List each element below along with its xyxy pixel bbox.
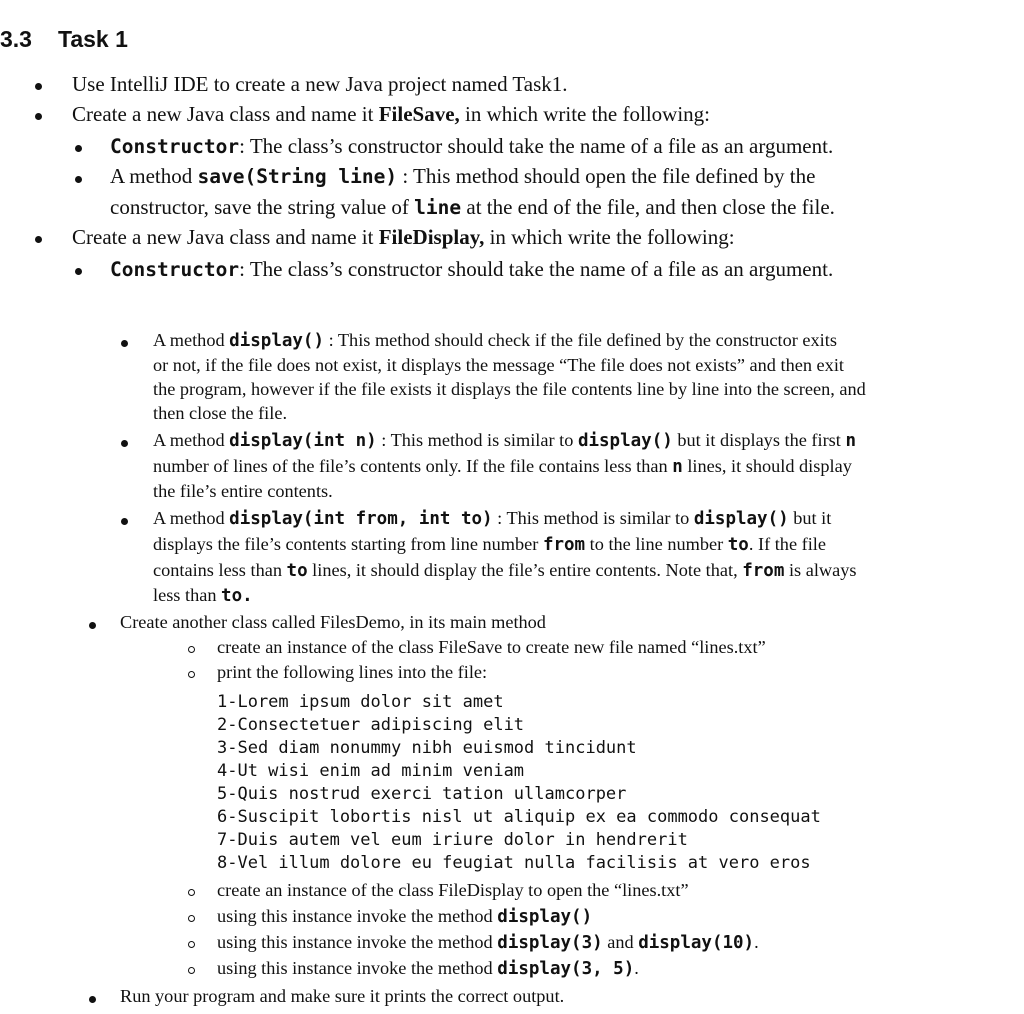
display-n-method: A method display(int n) : This method is similar to display() but it displays the first n: [153, 430, 856, 451]
display-n-method-line2: number of lines of the file’s contents only. If the file contains less than n lines, it should display: [153, 456, 852, 477]
bullet-icon: [121, 518, 128, 525]
code-line: 1-Lorem ipsum dolor sit amet: [217, 692, 504, 712]
bullet-icon: [121, 440, 128, 447]
filesave-save-method: A method save(String line) : This method should open the file defined by the: [110, 164, 816, 188]
code-line: 7-Duis autem vel eum iriure dolor in hendrerit: [217, 830, 688, 850]
demo-step-print-lines: print the following lines into the file:: [217, 662, 488, 682]
filedisplay-constructor: Constructor: The class’s constructor should take the name of a file as an argument.: [110, 257, 834, 281]
filesdemo-heading: Create another class called FilesDemo, in its main method: [120, 612, 546, 632]
demo-step-invoke-display-n: using this instance invoke the method display(3) and display(10).: [217, 932, 759, 953]
display-method: A method display() : This method should check if the file defined by the constructor exits: [153, 330, 837, 351]
bullet-icon: [75, 145, 82, 152]
display-method-line3: the program, however if the file exists it displays the file contents line by line into the screen, and: [153, 379, 866, 399]
bullet-icon: [121, 340, 128, 347]
display-method-line2: or not, if the file does not exist, it displays the message “The file does not exists” and then exit: [153, 355, 844, 375]
section-title: Task 1: [58, 26, 128, 52]
code-line: 4-Ut wisi enim ad minim veniam: [217, 761, 525, 781]
display-range-method-line3: contains less than to lines, it should display the file’s entire contents. Note that, from is always: [153, 560, 857, 581]
circle-bullet-icon: [188, 967, 195, 974]
circle-bullet-icon: [188, 941, 195, 948]
circle-bullet-icon: [188, 671, 195, 678]
bullet-filedisplay-class: Create a new Java class and name it FileDisplay, in which write the following:: [72, 225, 735, 249]
bullet-filesave-class: Create a new Java class and name it FileSave, in which write the following:: [72, 102, 711, 126]
section-heading: [0, 26, 128, 53]
demo-step-create-filedisplay: create an instance of the class FileDisplay to open the “lines.txt”: [217, 880, 689, 900]
bullet-create-project: Use IntelliJ IDE to create a new Java project named Task1.: [72, 72, 568, 96]
bullet-icon: [75, 268, 82, 275]
section-number: 3.3: [0, 26, 32, 52]
bullet-icon: [35, 83, 42, 90]
code-line: 6-Suscipit lobortis nisl ut aliquip ex ea commodo consequat: [217, 807, 821, 827]
code-line: 8-Vel illum dolore eu feugiat nulla facilisis at vero eros: [217, 853, 811, 873]
demo-step-invoke-display-range: using this instance invoke the method display(3, 5).: [217, 958, 639, 979]
circle-bullet-icon: [188, 915, 195, 922]
bullet-icon: [89, 622, 96, 629]
final-instruction: Run your program and make sure it prints the correct output.: [120, 986, 565, 1006]
filesave-constructor: Constructor: The class’s constructor should take the name of a file as an argument.: [110, 134, 834, 158]
display-n-method-line3: the file’s entire contents.: [153, 481, 333, 501]
code-line: 5-Quis nostrud exerci tation ullamcorper: [217, 784, 627, 804]
bullet-icon: [89, 996, 96, 1003]
bullet-icon: [75, 176, 82, 183]
code-line: 3-Sed diam nonummy nibh euismod tincidunt: [217, 738, 637, 758]
filesave-save-method-cont: constructor, save the string value of line at the end of the file, and then close the file.: [110, 195, 835, 219]
circle-bullet-icon: [188, 889, 195, 896]
display-method-line4: then close the file.: [153, 403, 288, 423]
display-range-method-line4: less than to.: [153, 585, 253, 606]
display-range-method-line2: displays the file’s contents starting from line number from to the line number to. If the file: [153, 534, 826, 555]
bullet-icon: [35, 113, 42, 120]
display-range-method: A method display(int from, int to) : This method is similar to display() but it: [153, 508, 832, 529]
circle-bullet-icon: [188, 646, 195, 653]
demo-step-create-filesave: create an instance of the class FileSave to create new file named “lines.txt”: [217, 637, 766, 657]
bullet-icon: [35, 236, 42, 243]
code-line: 2-Consectetuer adipiscing elit: [217, 715, 525, 735]
demo-step-invoke-display: using this instance invoke the method display(): [217, 906, 593, 927]
